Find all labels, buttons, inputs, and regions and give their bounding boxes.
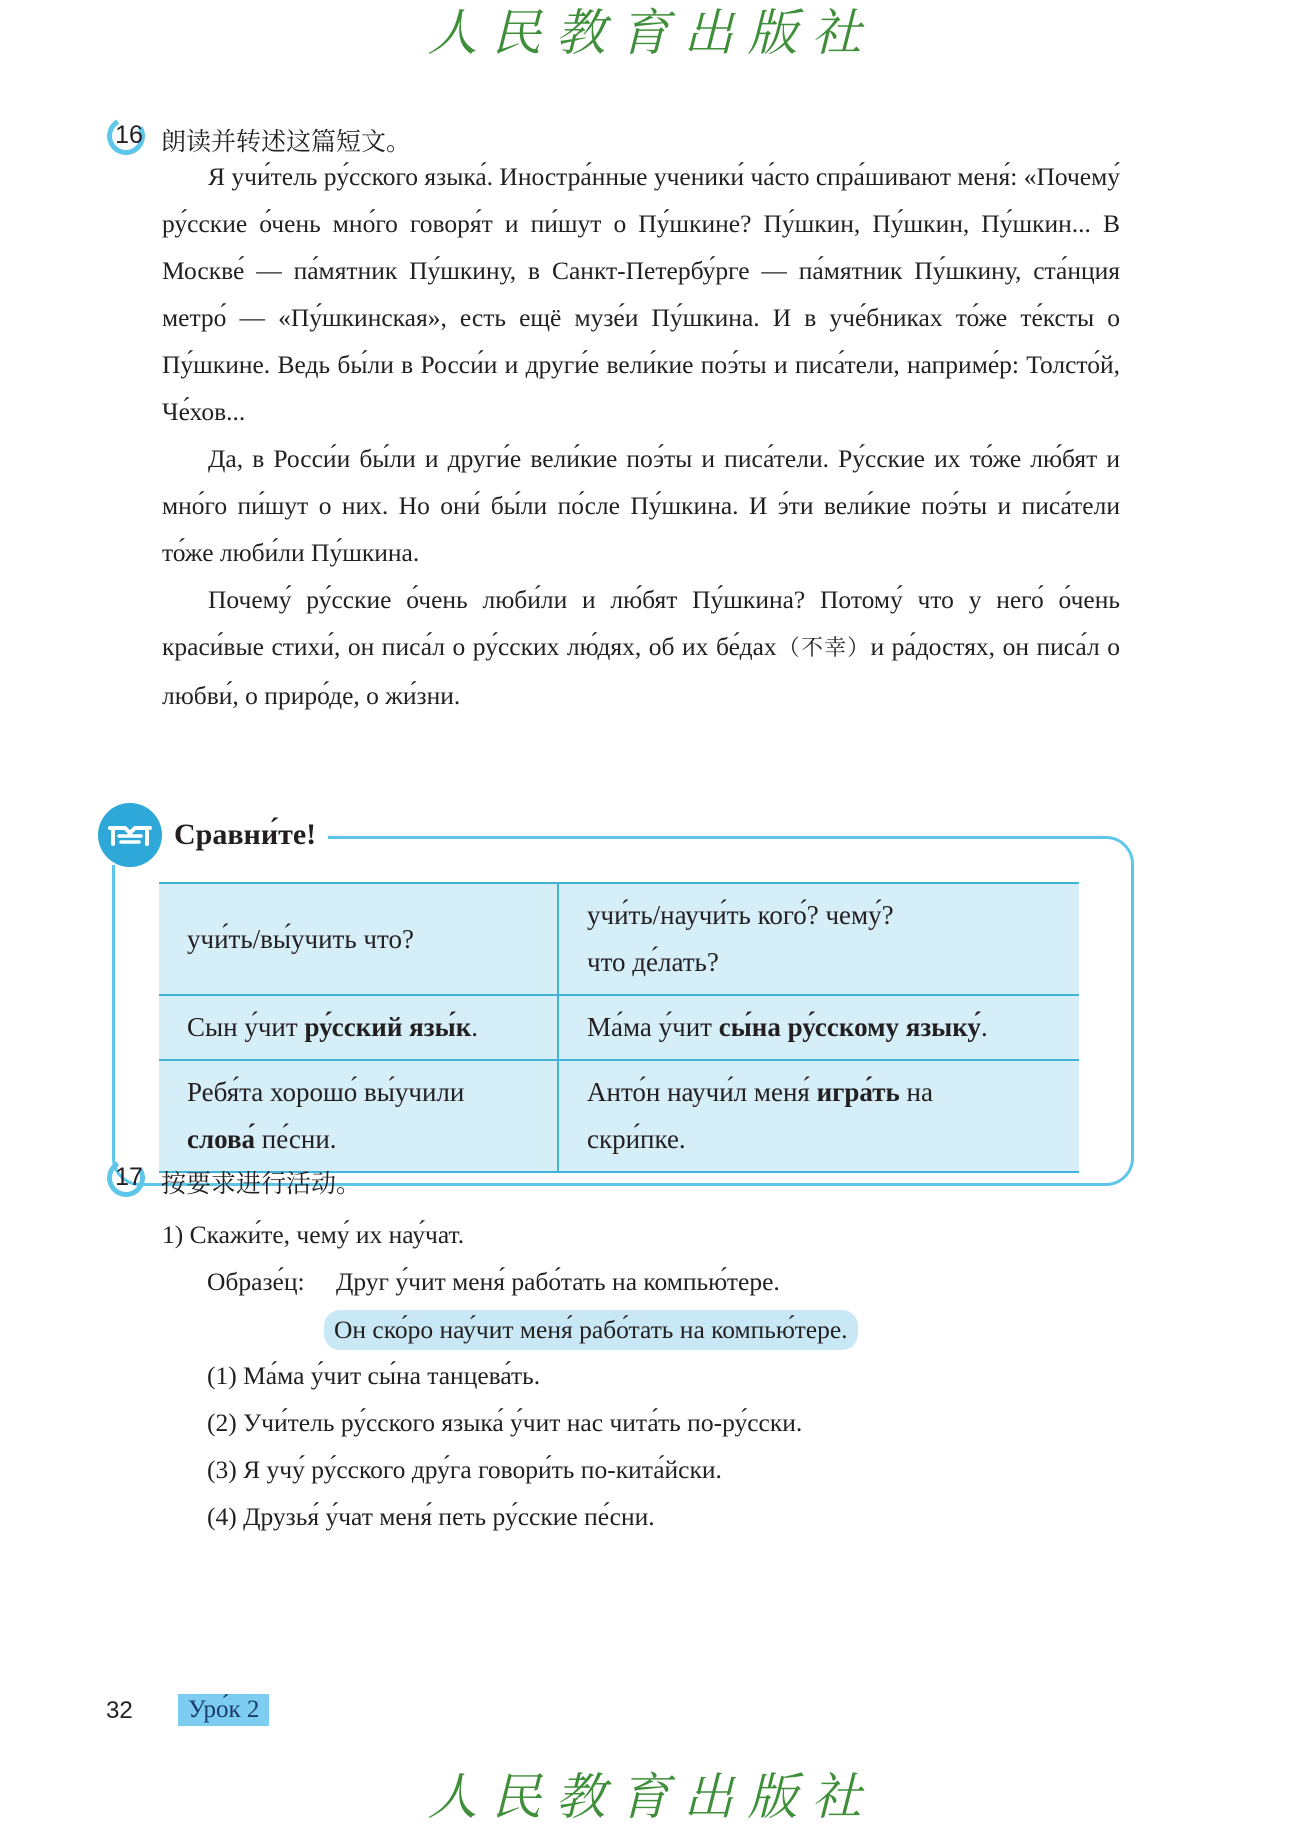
cell-text: на	[899, 1077, 933, 1107]
bold-phrase: ру́сский язы́к	[304, 1012, 472, 1042]
compare-cell-left	[159, 1060, 558, 1172]
bold-phrase: слова́	[187, 1124, 256, 1154]
cell-text: пе́сни.	[255, 1124, 337, 1154]
paragraph-text-end: и ра́достях, он писа́л о любви́, о приро́де, о жи́зни.	[162, 632, 1120, 710]
compare-cell-right	[558, 1060, 1079, 1172]
sample-label: Образе́ц:	[207, 1267, 305, 1296]
task-item: (4) Друзья́ у́чат меня́ петь ру́сские пе́сни.	[207, 1502, 655, 1531]
handshake-icon	[98, 803, 162, 867]
page-number: 32	[106, 1697, 133, 1724]
chinese-gloss: （不幸）	[776, 636, 871, 661]
reading-text	[162, 153, 1120, 719]
paragraph-3	[162, 576, 1120, 719]
compare-heading	[98, 805, 328, 865]
task-item: (1) Ма́ма у́чит сы́на танцева́ть.	[207, 1361, 541, 1390]
exercise-17-heading	[105, 1162, 361, 1202]
publisher-logo-top: 人民教育出版社	[427, 4, 876, 62]
cell-text: учи́ть/вы́учить что?	[187, 923, 414, 954]
paragraph-1	[162, 153, 1120, 435]
publisher-logo-bottom: 人民教育出版社	[427, 1768, 876, 1826]
sample-text: Друг у́чит меня́ рабо́тать на компью́тере.	[336, 1267, 780, 1296]
exercise-number-badge	[105, 1155, 153, 1209]
paragraph-text: Я учи́тель ру́сского языка́. Иностра́нные ученики́ ча́сто спра́шивают меня́: «Почему́ ру́сские о́чень мно́го говоря́т и пи́шут о Пу́шкине? Пу́шкин, Пу́шкин, Пу́шкин... В Москве́ — па́мятник Пу́шкину, в Санкт-Петербу́рге — па́мятник Пу́шкину, ста́нция метро́ — «Пу́шкинская», есть ещё музе́и Пу́шкина. И в уче́бниках то́же те́ксты о Пу́шкине. Ведь бы́ли в Росси́и и други́е вели́кие поэ́ты и писа́тели, наприме́р: Толсто́й, Че́хов...	[162, 162, 1120, 426]
exercise-number: 16	[115, 121, 143, 149]
compare-row	[159, 883, 1079, 995]
paragraph-2	[162, 435, 1120, 576]
compare-cell-left	[159, 883, 558, 995]
compare-row	[159, 1060, 1079, 1172]
bold-phrase: сы́на ру́сскому языку́	[718, 1012, 981, 1042]
compare-row	[159, 995, 1079, 1060]
compare-cell-left	[159, 995, 558, 1060]
lesson-tab: Уро́к 2	[178, 1694, 269, 1726]
compare-table	[159, 882, 1079, 1173]
compare-cell-right	[558, 995, 1079, 1060]
cell-text: скри́пке.	[587, 1124, 686, 1154]
cell-text: Анто́н научи́л меня́	[587, 1077, 817, 1107]
exercise-title: 按要求进行活动。	[161, 1169, 362, 1198]
bold-phrase: игра́ть	[816, 1077, 900, 1107]
cell-text: Ребя́та хорошо́ вы́учили	[187, 1077, 465, 1107]
exercise-number: 17	[115, 1163, 143, 1191]
sample-answer	[324, 1306, 858, 1353]
cell-text: Ма́ма у́чит	[587, 1012, 719, 1042]
cell-text: Сын у́чит	[187, 1012, 305, 1042]
cell-text: учи́ть/научи́ть кого́? чему́?	[587, 900, 894, 930]
cell-text: что де́лать?	[587, 947, 719, 977]
cell-text: .	[471, 1012, 478, 1042]
task-item: (2) Учи́тель ру́сского языка́ у́чит нас чита́ть по-ру́сски.	[207, 1408, 803, 1437]
task-instruction: 1) Скажи́те, чему́ их нау́чат.	[162, 1220, 465, 1249]
sample-answer-highlight: Он ско́ро нау́чит меня́ рабо́тать на компью́тере.	[324, 1310, 858, 1350]
paragraph-text: Да, в Росси́и бы́ли и други́е вели́кие поэ́ты и писа́тели. Ру́сские их то́же лю́бят и мно́го пи́шут о них. Но они́ бы́ли по́сле Пу́шкина. И э́ти вели́кие поэ́ты и писа́тели то́же люби́ли Пу́шкина.	[162, 444, 1120, 567]
compare-title: Сравни́те!	[174, 818, 317, 851]
task-item: (3) Я учу́ ру́сского дру́га говори́ть по-кита́йски.	[207, 1455, 722, 1484]
cell-text: .	[980, 1012, 988, 1042]
exercise-title: 朗读并转述这篇短文。	[161, 127, 412, 156]
compare-cell-right	[558, 883, 1079, 995]
paragraph-text: Почему́ ру́сские о́чень люби́ли и лю́бят Пу́шкина? Потому́ что у него́ о́чень краси́вые стихи́, он писа́л о ру́сских лю́дях, об их бе́дах	[162, 585, 1120, 661]
exercise-number-badge	[105, 113, 153, 167]
